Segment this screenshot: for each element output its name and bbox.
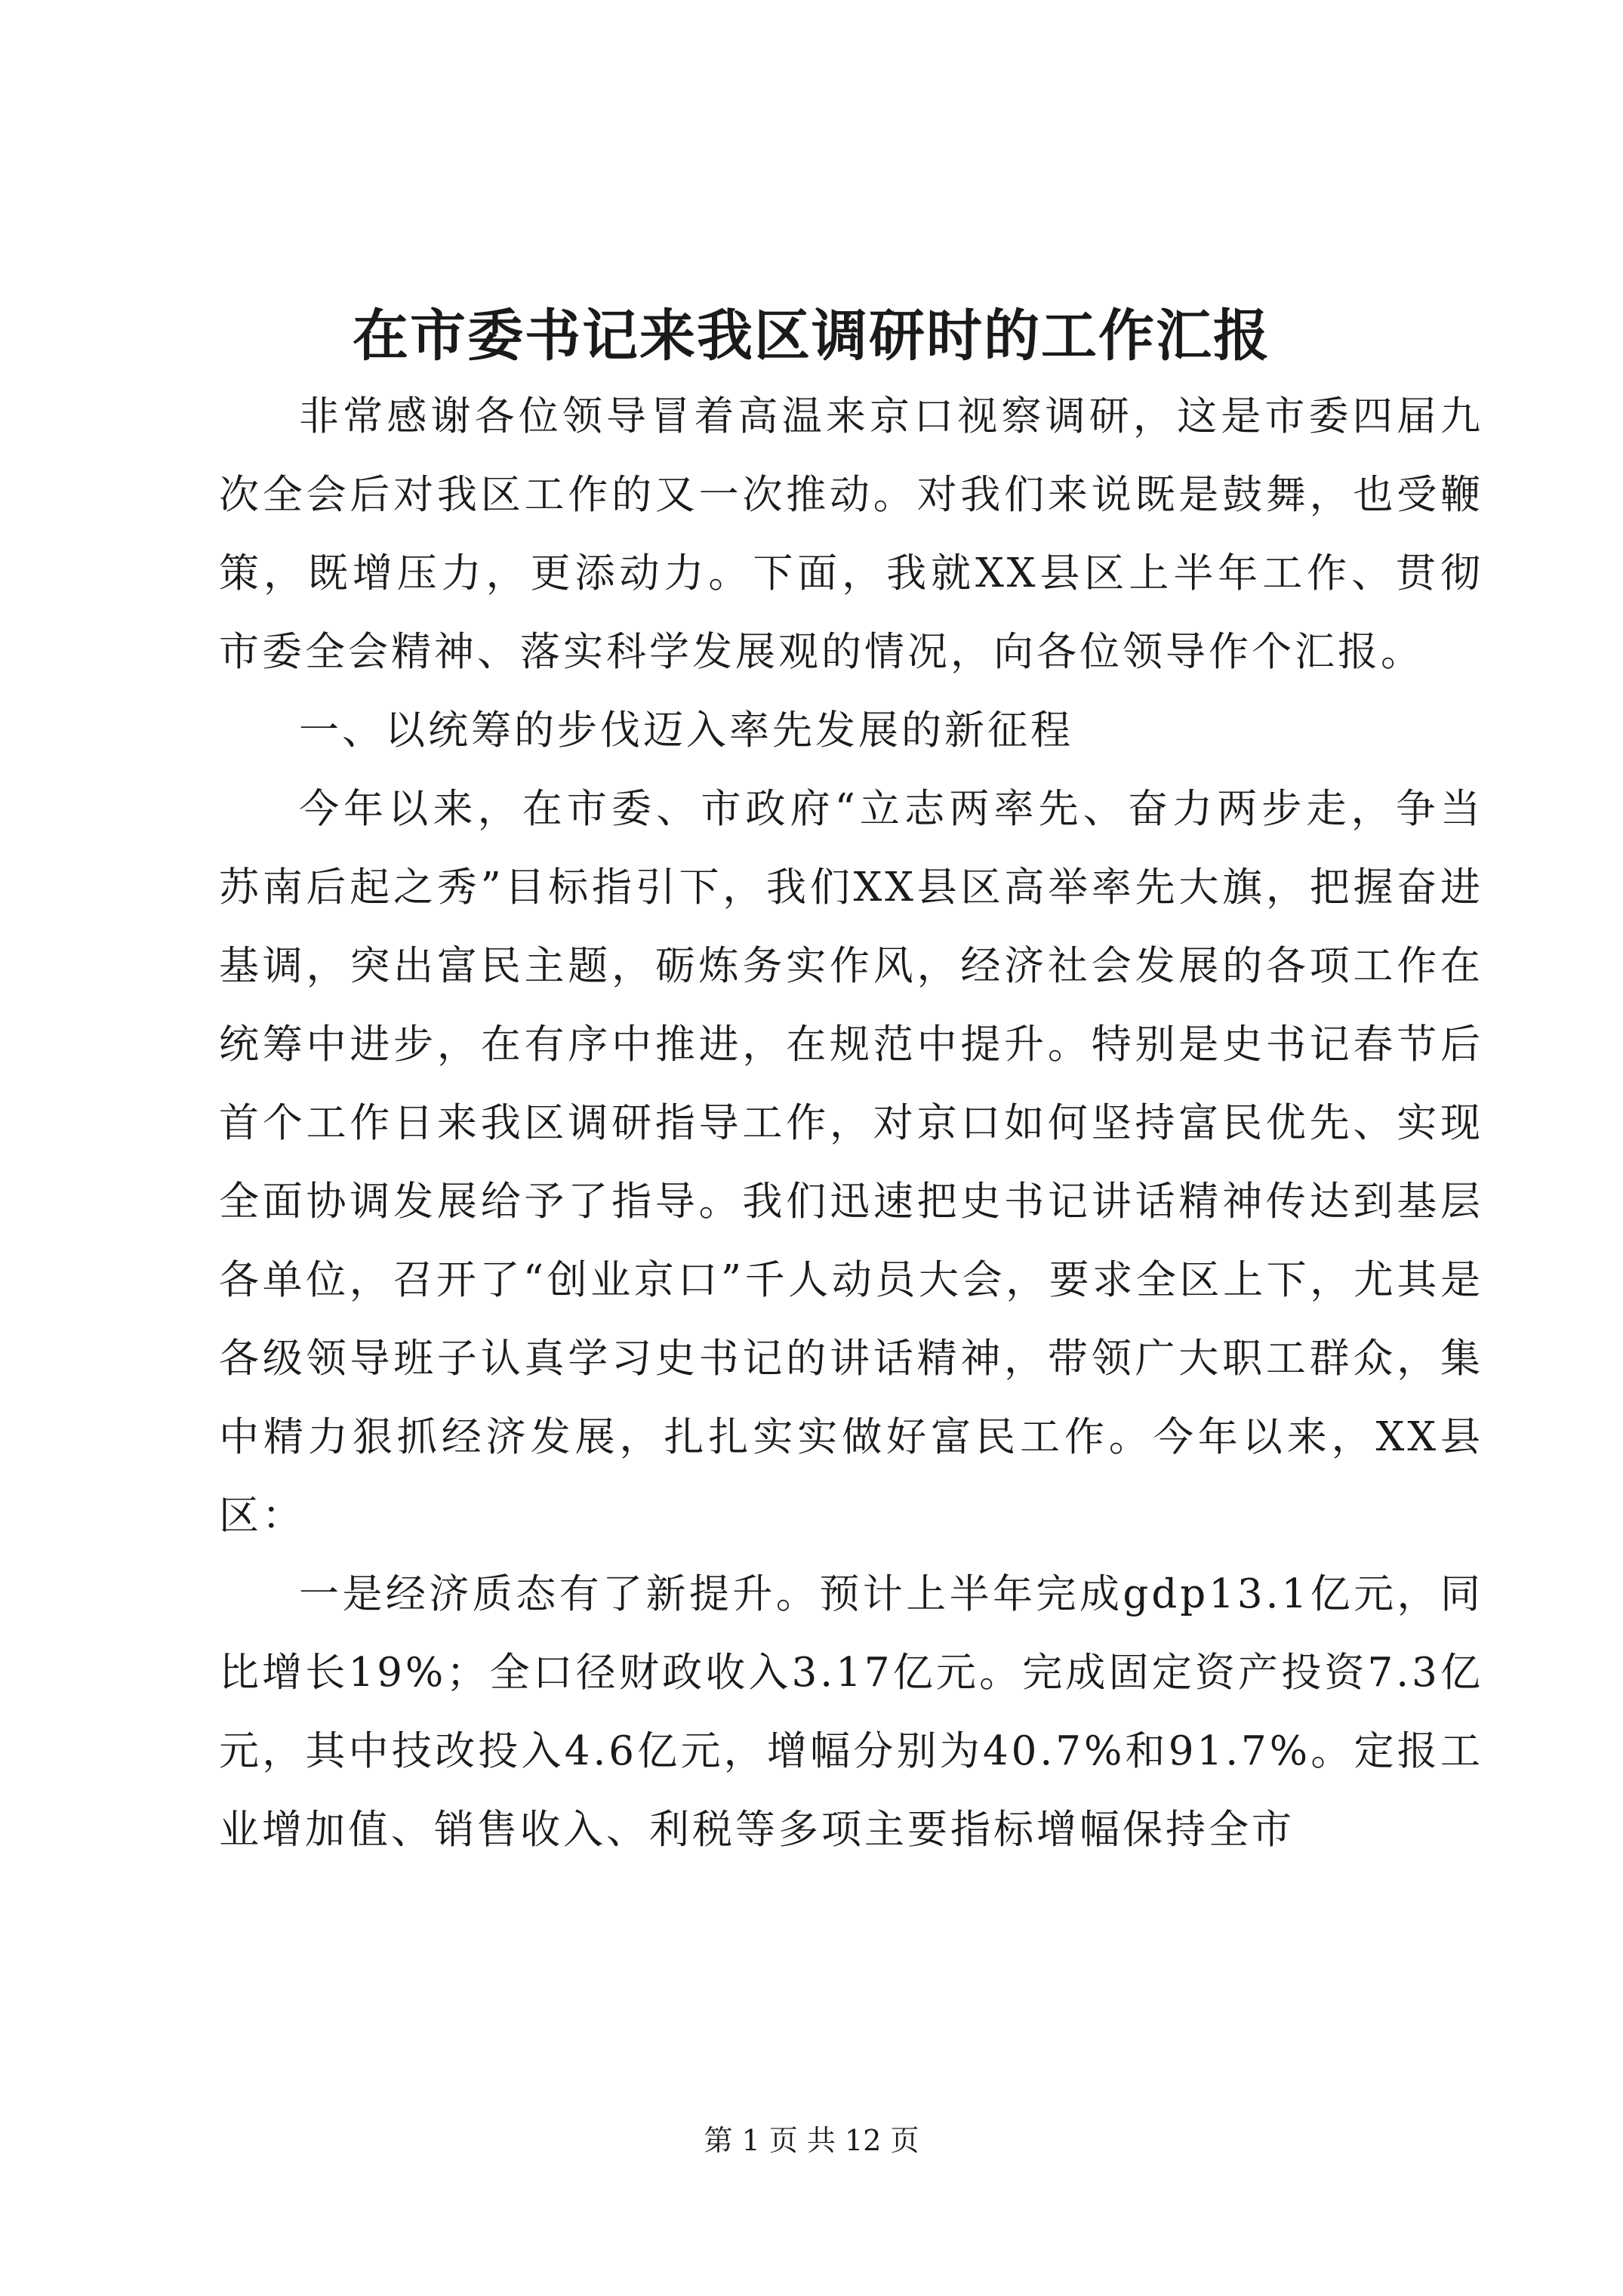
- section-heading: 一、以统筹的步伐迈入率先发展的新征程: [299, 707, 1073, 754]
- document-body: [219, 378, 1483, 1869]
- page-number: 第 1 页 共 12 页: [704, 2124, 919, 2157]
- paragraph-intro: 非常感谢各位领导冒着高温来京口视察调研，这是市委四届九次全会后对我区工作的又一次推动。对我们来说既是鼓舞，也受鞭策，既增压力，更添动力。下面，我就XX县区上半年工作、贯彻市委全会精神、落实科学发展观的情况，向各位领导作个汇报。: [219, 393, 1483, 675]
- paragraph-overview: 今年以来，在市委、市政府“立志两率先、奋力两步走，争当苏南后起之秀”目标指引下，我们XX县区高举率先大旗，把握奋进基调，突出富民主题，砺炼务实作风，经济社会发展的各项工作在统筹中进步，在有序中推进，在规范中提升。特别是史书记春节后首个工作日来我区调研指导工作，对京口如何坚持富民优先、实现全面协调发展给予了指导。我们迅速把史书记讲话精神传达到基层各单位，召开了“创业京口”千人动员大会，要求全区上下，尤其是各级领导班子认真学习史书记的讲话精神，带领广大职工群众，集中精力狠抓经济发展，扎扎实实做好富民工作。今年以来，XX县区：: [219, 786, 1483, 1539]
- document-title: 在市委书记来我区调研时的工作汇报: [353, 304, 1270, 368]
- paragraph-economy: 一是经济质态有了新提升。预计上半年完成gdp13.1亿元，同比增长19%；全口径财政收入3.17亿元。完成固定资产投资7.3亿元，其中技改投入4.6亿元，增幅分别为40.7%和91.7%。定报工业增加值、销售收入、利税等多项主要指标增幅保持全市: [219, 1571, 1483, 1853]
